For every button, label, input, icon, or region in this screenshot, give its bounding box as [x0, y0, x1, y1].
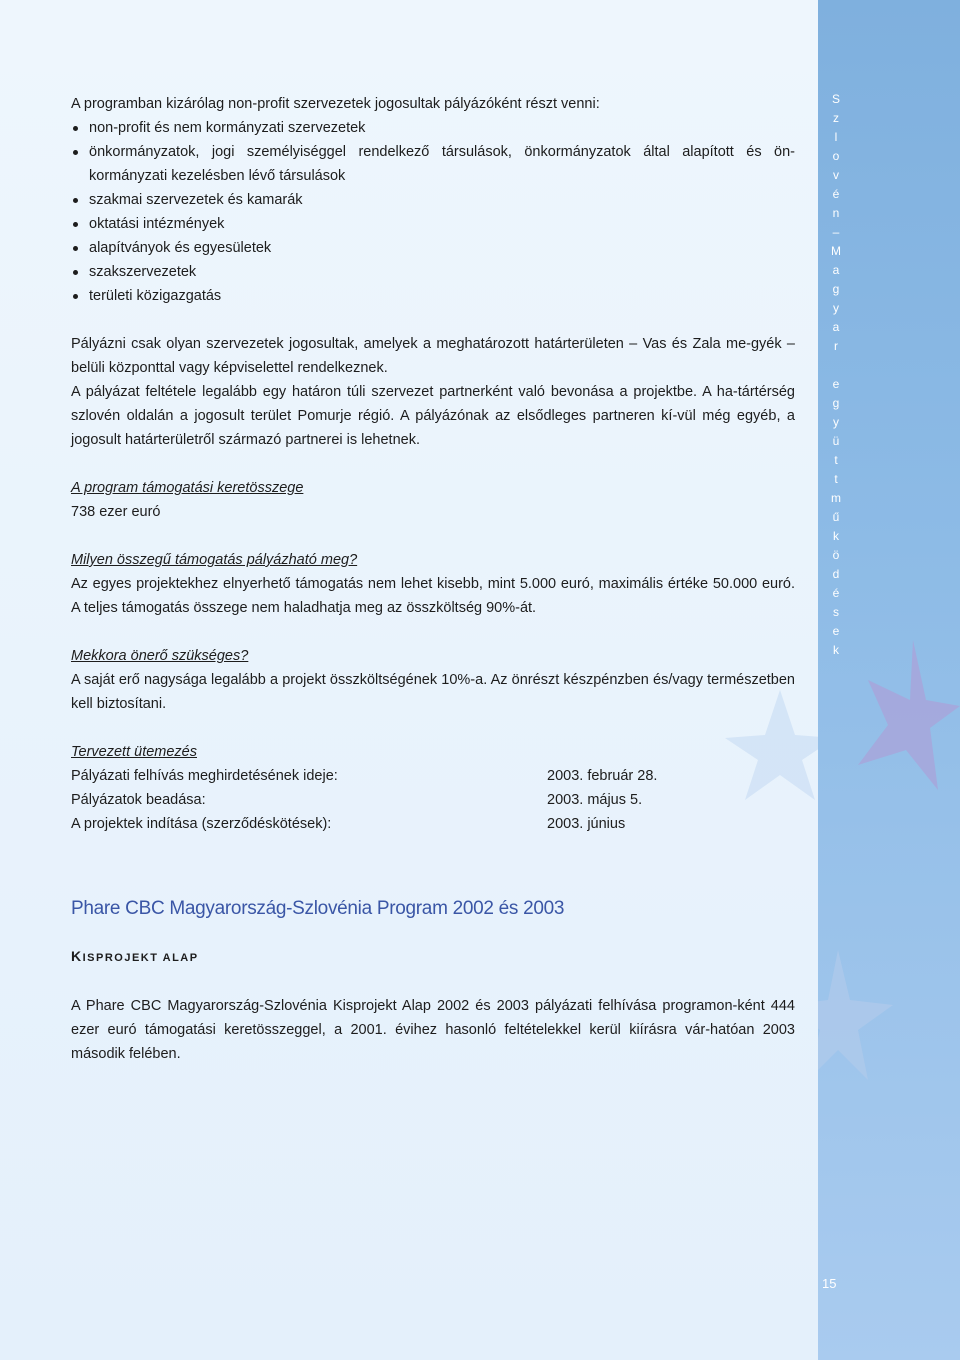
intro-lead: A programban kizárólag non-profit szervezetek jogosultak pályázóként részt venni:	[71, 96, 600, 112]
amount-text-c: A teljes támogatás összege nem haladhatja meg az	[71, 600, 407, 616]
sidebar	[818, 0, 960, 1360]
list-item: oktatási intézmények	[71, 212, 795, 236]
subheading-rest: ISPROJEKT ALAP	[82, 952, 199, 964]
vertical-letter: ü	[832, 434, 840, 448]
vertical-letter: é	[832, 586, 840, 600]
vertical-letter: k	[833, 643, 839, 657]
vertical-letter: k	[833, 529, 839, 543]
program-title: Phare CBC Magyarország-Szlovénia Program 2002 és 2003	[71, 898, 565, 919]
vertical-letter: y	[833, 415, 839, 429]
amount-max: 50.000 euró.	[712, 576, 795, 592]
vertical-letter: z	[833, 111, 839, 125]
own-contribution-heading: Mekkora önerő szükséges?	[71, 648, 249, 664]
schedule-date: 2003. május 5.	[547, 792, 643, 808]
budget-heading: A program támogatási keretösszege	[71, 480, 304, 496]
program-text: A Phare CBC Magyarország-Szlovénia Kisprojekt Alap 2002 és 2003 pályázati felhívása programon-ként 444 ezer euró támogatási keretösszeggel, a 2001. évihez hasonló feltételekkel kerül kiírásra vár-hatóan 2003 második felében.	[71, 998, 795, 1062]
vertical-letter: g	[832, 396, 840, 410]
schedule-label: Pályázatok beadása:	[71, 792, 206, 808]
list-item: önkormányzatok, jogi személyiséggel rendelkező társulások, önkormányzatok által alapított és ön-kormányzati kezelésben lévő társulások	[71, 140, 795, 188]
program-subheading	[71, 944, 795, 970]
list-item: szakszervezetek	[71, 260, 795, 284]
vertical-letter: n	[832, 206, 840, 220]
vertical-letter: v	[833, 168, 839, 182]
vertical-letter: t	[834, 472, 838, 486]
budget-value: 738 ezer euró	[71, 504, 161, 520]
own-contribution-text: A saját erő nagysága legalább a projekt összköltségének 10%-a. Az önrészt készpénzben és/vagy természetben kell biztosítani.	[71, 672, 795, 712]
schedule-table	[71, 764, 795, 836]
eligible-list	[71, 116, 795, 308]
vertical-letter: a	[832, 263, 840, 277]
vertical-letter: ű	[832, 510, 840, 524]
page-number: 15	[822, 1276, 837, 1291]
vertical-letter: é	[832, 187, 840, 201]
main-content	[71, 92, 795, 1066]
vertical-letter: e	[832, 624, 840, 638]
vertical-letter: –	[832, 225, 840, 239]
schedule-label: A projektek indítása (szerződéskötések):	[71, 816, 332, 832]
amount-min: 5.000 euró,	[519, 576, 594, 592]
star-shape	[818, 950, 893, 1080]
amount-heading: Milyen összegű támogatás pályázható meg?	[71, 552, 358, 568]
sidebar-vertical-title	[828, 90, 844, 660]
vertical-letter: r	[834, 339, 838, 353]
vertical-letter: y	[833, 301, 839, 315]
vertical-letter: a	[832, 320, 840, 334]
vertical-letter: g	[832, 282, 840, 296]
vertical-letter: t	[834, 453, 838, 467]
amount-cap: összköltség 90%-át.	[406, 600, 537, 616]
vertical-letter: S	[831, 92, 840, 106]
vertical-letter: s	[833, 605, 839, 619]
vertical-letter: d	[832, 567, 840, 581]
schedule-heading: Tervezett ütemezés	[71, 744, 197, 760]
vertical-letter: ö	[832, 548, 840, 562]
list-item: non-profit és nem kormányzati szervezetek	[71, 116, 795, 140]
amount-paragraph	[71, 572, 795, 620]
schedule-date: 2003. június	[547, 816, 626, 832]
schedule-date: 2003. február 28.	[547, 768, 658, 784]
list-item: szakmai szervezetek és kamarák	[71, 188, 795, 212]
list-item: területi közigazgatás	[71, 284, 795, 308]
eligibility-paragraph-1: Pályázni csak olyan szervezetek jogosultak, amelyek a meghatározott határterületen – Vas és Zala me-gyék – belüli központtal vagy képviselettel rendelkeznek.	[71, 336, 795, 376]
schedule-label: Pályázati felhívás meghirdetésének ideje:	[71, 768, 338, 784]
vertical-letter: M	[831, 244, 841, 258]
subheading-initial: K	[71, 948, 83, 964]
amount-text-a: Az egyes projektekhez elnyerhető támogatás nem lehet kisebb, mint	[71, 576, 520, 592]
vertical-letter: l	[834, 130, 838, 144]
eligibility-paragraph-2: A pályázat feltétele legalább egy határon túli szervezet partnerként való bevonása a projektbe. A ha-tártérség szlovén oldalán a jogosult terület Pomurje régió. A pályázónak az elsődleges partneren kí-vül még egyéb, a jogosult határterületről származó partnerei is lehetnek.	[71, 384, 795, 448]
vertical-letter: e	[832, 377, 840, 391]
amount-text-b: maximális értéke	[593, 576, 713, 592]
vertical-letter: o	[832, 149, 840, 163]
vertical-letter: m	[831, 491, 841, 505]
list-item: alapítványok és egyesületek	[71, 236, 795, 260]
star-shape	[858, 640, 960, 790]
vertical-letter	[828, 356, 844, 375]
